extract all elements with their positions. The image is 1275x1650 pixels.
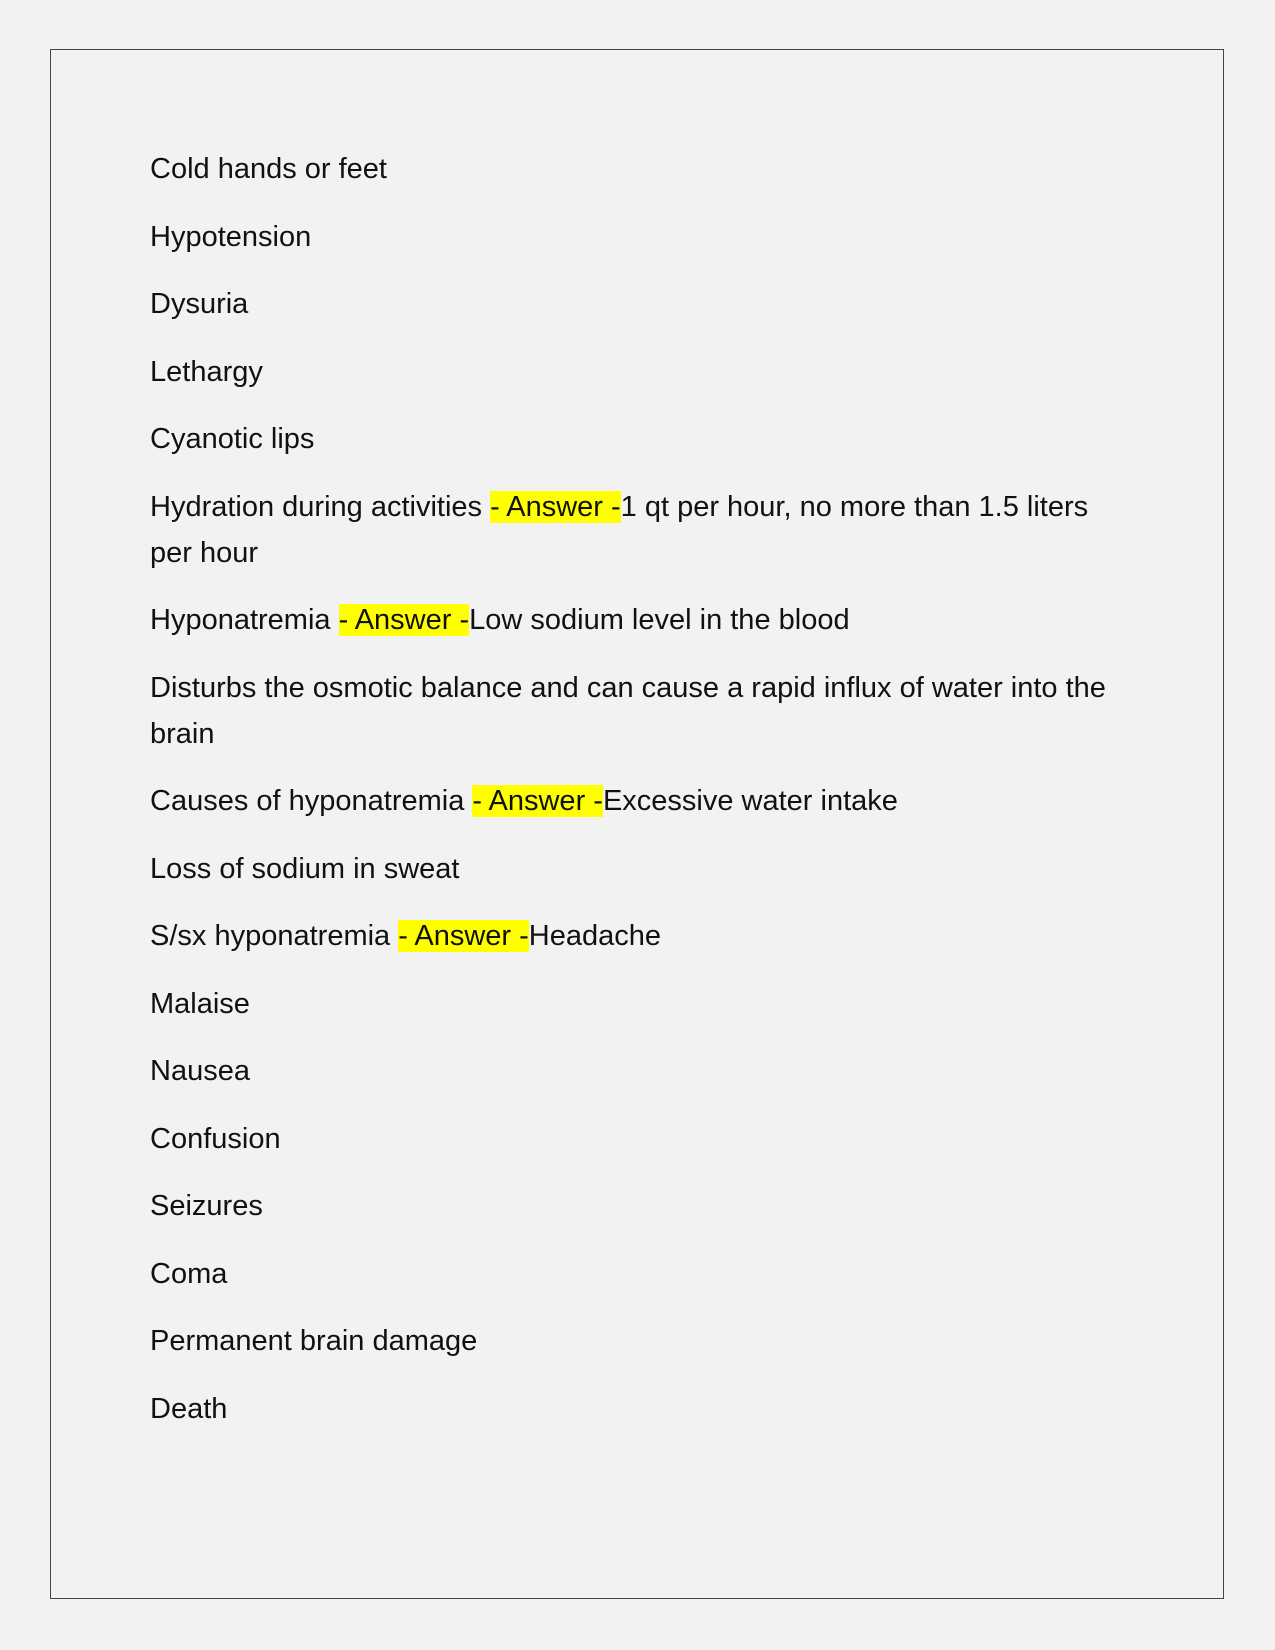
document-body: [150, 146, 1110, 1453]
answer-marker: - Answer -: [490, 490, 621, 523]
list-item: Nausea: [150, 1055, 250, 1087]
answer-marker: - Answer -: [338, 604, 470, 636]
answer-marker: - Answer -: [398, 920, 529, 952]
qa-item-symptoms: [150, 913, 1110, 959]
answer-marker: - Answer -: [472, 785, 603, 817]
list-item: Loss of sodium in sweat: [150, 852, 460, 885]
list-item: Cyanotic lips: [150, 423, 315, 455]
answer-text: Excessive water intake: [602, 785, 898, 817]
question-text: S/sx hyponatremia: [150, 920, 399, 952]
list-item: Hypotension: [150, 220, 312, 253]
list-item: Seizures: [150, 1190, 263, 1222]
list-item: Confusion: [150, 1122, 281, 1155]
list-item: Lethargy: [150, 355, 263, 388]
answer-text: Low sodium level in the blood: [469, 604, 850, 636]
qa-item-hyponatremia: [150, 597, 1110, 643]
question-text: Hyponatremia: [150, 604, 339, 636]
list-item: Disturbs the osmotic balance and can cause a rapid influx of water into the brain: [150, 671, 1106, 750]
answer-text: 1 qt per hour, no more than 1.5 liters per hour: [150, 490, 1089, 569]
list-item: Cold hands or feet: [150, 153, 387, 185]
list-item: Dysuria: [150, 288, 249, 320]
qa-item-hydration: [150, 484, 1110, 576]
list-item: Permanent brain damage: [150, 1325, 478, 1357]
question-text: Causes of hyponatremia: [150, 785, 473, 817]
list-item: Death: [150, 1392, 228, 1425]
answer-text: Headache: [528, 920, 661, 952]
list-item: Coma: [150, 1257, 228, 1290]
question-text: Hydration during activities: [150, 490, 491, 523]
list-item: Malaise: [150, 987, 250, 1020]
qa-item-causes: [150, 778, 1110, 824]
